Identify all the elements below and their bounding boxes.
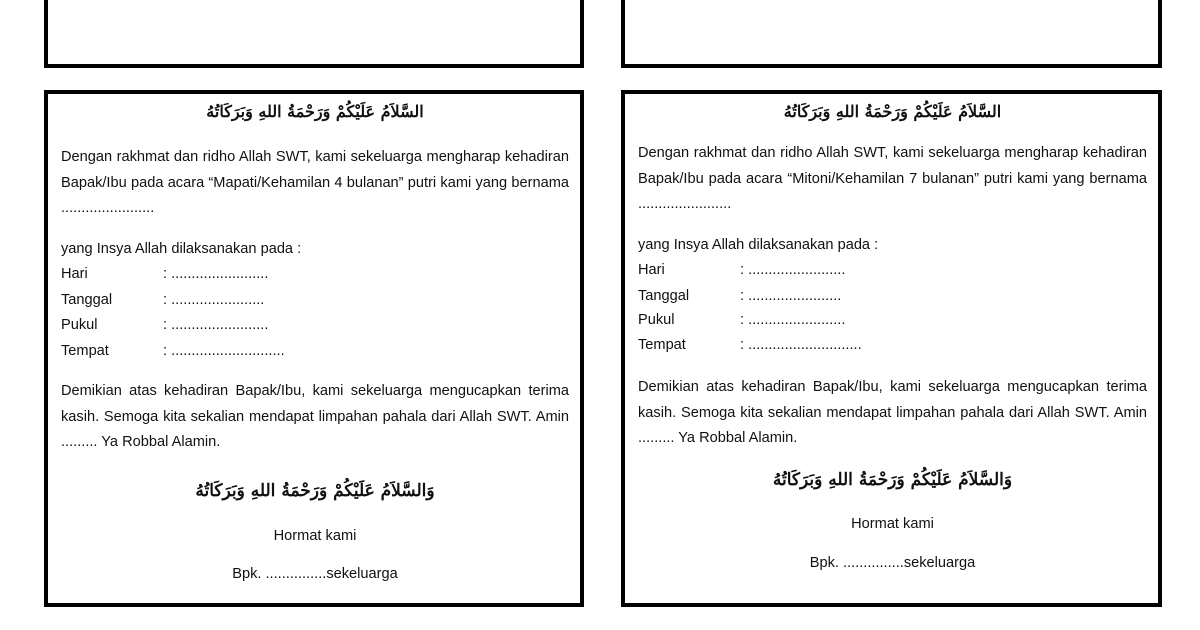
intro-paragraph: Dengan rakhmat dan ridho Allah SWT, kami sekeluarga mengharap kehadiran Bapak/Ibu pada acara “Mitoni/Kehamilan 7 bulanan” putri kami yang bernama ....................... <box>638 145 1147 212</box>
invitation-card-mitoni <box>621 90 1162 607</box>
schedule-label: Hari <box>61 266 88 282</box>
greeting-close-arabic: وَالسَّلاَمُ عَلَيْكُمْ وَرَحْمَةُ اللهِ وَبَرَكَاتُهُ <box>195 481 435 501</box>
closing-paragraph: Demikian atas kehadiran Bapak/Ibu, kami sekeluarga mengucapkan terima kasih. Semoga kita sekalian mendapat limpahan pahala dari Allah SWT. Amin ......... Ya Robbal Alamin. <box>638 379 1147 446</box>
schedule-label: Pukul <box>61 317 98 333</box>
signature-line: Bpk. ...............sekeluarga <box>232 566 398 582</box>
schedule-value: : ....................... <box>740 288 842 304</box>
signature-line: Bpk. ...............sekeluarga <box>809 555 976 571</box>
previous-card-frame-right <box>621 0 1162 68</box>
schedule-lead: yang Insya Allah dilaksanakan pada : <box>61 241 302 257</box>
schedule-label: Pukul <box>638 312 675 328</box>
schedule-label: Hari <box>638 262 665 278</box>
schedule-label: Tempat <box>61 343 109 359</box>
greeting-open-arabic: السَّلاَمُ عَلَيْكُمْ وَرَحْمَةُ اللهِ وَبَرَكَاتُهُ <box>206 102 424 121</box>
schedule-value: : ............................ <box>740 337 862 353</box>
schedule-value: : ........................ <box>163 317 269 333</box>
schedule-value: : ............................ <box>163 343 285 359</box>
invitation-card-mapati <box>44 90 584 607</box>
schedule-label: Tempat <box>638 337 686 353</box>
closing-paragraph: Demikian atas kehadiran Bapak/Ibu, kami sekeluarga mengucapkan terima kasih. Semoga kita sekalian mendapat limpahan pahala dari Allah SWT. Amin ......... Ya Robbal Alamin. <box>61 383 569 450</box>
schedule-value: : ........................ <box>163 266 269 282</box>
schedule-value: : ........................ <box>740 262 846 278</box>
previous-card-frame-left <box>44 0 584 68</box>
schedule-lead: yang Insya Allah dilaksanakan pada : <box>638 237 879 253</box>
schedule-value: : ........................ <box>740 312 846 328</box>
greeting-close-arabic: وَالسَّلاَمُ عَلَيْكُمْ وَرَحْمَةُ اللهِ وَبَرَكَاتُهُ <box>772 470 1013 490</box>
schedule-label: Tanggal <box>61 292 113 308</box>
regards-text: Hormat kami <box>851 516 934 532</box>
intro-paragraph: Dengan rakhmat dan ridho Allah SWT, kami sekeluarga mengharap kehadiran Bapak/Ibu pada acara “Mapati/Kehamilan 4 bulanan” putri kami yang bernama ....................... <box>61 149 569 216</box>
schedule-label: Tanggal <box>638 288 690 304</box>
greeting-open-arabic: السَّلاَمُ عَلَيْكُمْ وَرَحْمَةُ اللهِ وَبَرَكَاتُهُ <box>783 102 1002 121</box>
regards-text: Hormat kami <box>273 528 357 544</box>
schedule-value: : ....................... <box>163 292 265 308</box>
